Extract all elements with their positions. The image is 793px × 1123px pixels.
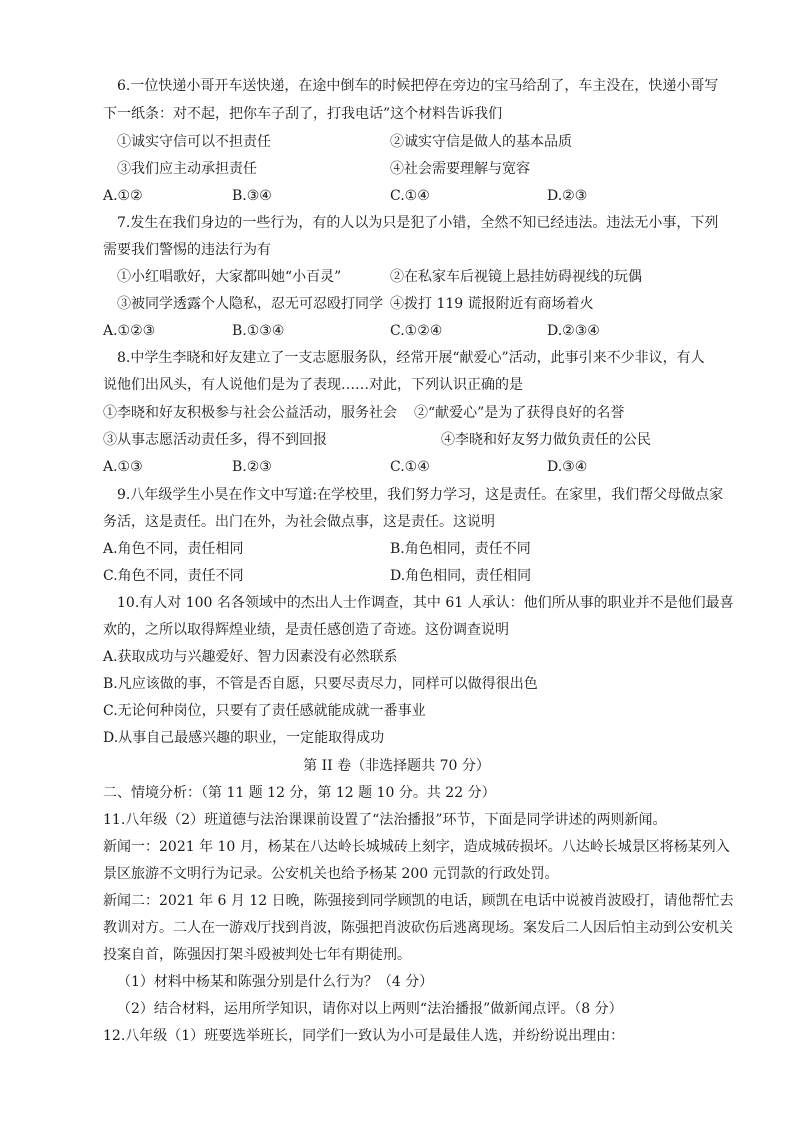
q7-option-b: B.①③④ <box>232 323 285 339</box>
q9-stem-line2: 务活，这是责任。出门在外，为社会做点事，这是责任。这说明 <box>103 514 495 530</box>
q12-intro: 12.八年级（1）班要选举班长，同学们一致认为小可是最佳人选，并纷纷说出理由： <box>103 1028 625 1044</box>
q11-news2-line2: 教训对方。二人在一游戏厅找到肖波，陈强把肖波砍伤后逃离现场。案发后二人因后怕主动到公安机关 <box>103 920 733 936</box>
q6-statement-1: ①诚实守信可以不担责任 <box>117 134 271 150</box>
q10-option-c: C.无论何种岗位，只要有了责任感就能成就一番事业 <box>103 703 426 719</box>
q7-stem-line2: 需要我们警惕的违法行为有 <box>103 242 271 258</box>
q11-news1-line1: 新闻一：2021 年 10 月，杨某在八达岭长城城砖上刻字，造成城砖损坏。八达岭长城景区将杨某列入 <box>103 839 730 855</box>
q10-option-b: B.凡应该做的事，不管是否自愿，只要尽责尽力，同样可以做得很出色 <box>103 676 538 692</box>
q6-option-d: D.②③ <box>547 188 588 204</box>
q8-statement-3: ③从事志愿活动责任多，得不到回报 <box>103 432 327 448</box>
q11-news2-line3: 投案自首，陈强因打架斗殴被判处七年有期徒刑。 <box>103 947 411 963</box>
q11-intro: 11.八年级（2）班道德与法治课课前设置了“法治播报”环节，下面是同学讲述的两则新闻。 <box>103 812 667 828</box>
q9-option-c: C.角色不同，责任不同 <box>103 568 244 584</box>
q11-subquestion-2: （2）结合材料，运用所学知识，请你对以上两则“法治播报”做新闻点评。（8 分） <box>117 1001 623 1017</box>
q8-statement-4: ④李晓和好友努力做负责任的公民 <box>441 432 651 448</box>
q6-statement-2: ②诚实守信是做人的基本品质 <box>390 134 572 150</box>
q8-option-c: C.①④ <box>390 459 430 475</box>
q7-option-d: D.②③④ <box>547 323 600 339</box>
q10-stem-line2: 欢的，之所以取得辉煌业绩，是责任感创造了奇迹。这份调查说明 <box>103 622 509 638</box>
part-2-heading: 二、情境分析：（第 11 题 12 分，第 12 题 10 分。共 22 分） <box>103 785 496 801</box>
q9-option-a: A.角色不同，责任相同 <box>103 541 244 557</box>
q10-option-d: D.从事自己最感兴趣的职业，一定能取得成功 <box>103 730 385 746</box>
q7-statement-3: ③被同学透露个人隐私，忍无可忍殴打同学 <box>117 296 383 312</box>
q11-news2-line1: 新闻二：2021 年 6 月 12 日晚，陈强接到同学顾凯的电话，顾凯在电话中说被肖波殴打，请他帮忙去 <box>103 893 734 909</box>
q9-stem-line1: 9.八年级学生小昊在作文中写道:在学校里，我们努力学习，这是责任。在家里，我们帮父母做点家 <box>117 487 724 503</box>
q10-option-a: A.获取成功与兴趣爱好、智力因素没有必然联系 <box>103 649 398 665</box>
q8-stem-line2: 说他们出风头，有人说他们是为了表现……对此，下列认识正确的是 <box>103 377 523 393</box>
q7-statement-1: ①小红唱歌好，大家都叫她“小百灵” <box>117 269 342 285</box>
q6-statement-3: ③我们应主动承担责任 <box>117 161 257 177</box>
q8-stem-line1: 8.中学生李晓和好友建立了一支志愿服务队，经常开展“献爱心”活动，此事引来不少非议，有人 <box>117 350 705 366</box>
q9-option-d: D.角色相同，责任相同 <box>390 568 532 584</box>
q8-option-a: A.①③ <box>103 459 143 475</box>
q6-statement-4: ④社会需要理解与宽容 <box>390 161 530 177</box>
q7-option-a: A.①②③ <box>103 323 156 339</box>
section-2-title: 第 II 卷（非选择题共 70 分） <box>303 758 490 774</box>
q6-option-a: A.①② <box>103 188 143 204</box>
q9-option-b: B.角色相同，责任不同 <box>390 541 531 557</box>
q8-statement-1: ①李晓和好友积极参与社会公益活动，服务社会 <box>103 405 397 421</box>
q11-news1-line2: 景区旅游不文明行为记录。公安机关也给予杨某 200 元罚款的行政处罚。 <box>103 866 559 882</box>
q6-stem-line1: 6.一位快递小哥开车送快递，在途中倒车的时候把停在旁边的宝马给刮了，车主没在，快递小哥写 <box>117 78 719 94</box>
q8-statement-2: ②“献爱心”是为了获得良好的名誉 <box>414 405 625 421</box>
q6-stem-line2: 下一纸条：对不起，把你车子刮了，打我电话”这个材料告诉我们 <box>103 106 503 122</box>
q7-statement-4: ④拨打 119 谎报附近有商场着火 <box>390 296 594 312</box>
q11-subquestion-1: （1）材料中杨某和陈强分别是什么行为？（4 分） <box>117 974 434 990</box>
q8-option-b: B.②③ <box>232 459 272 475</box>
q6-option-b: B.③④ <box>232 188 272 204</box>
q7-statement-2: ②在私家车后视镜上悬挂妨碍视线的玩偶 <box>390 269 642 285</box>
q7-stem-line1: 7.发生在我们身边的一些行为，有的人以为只是犯了小错，全然不知已经违法。违法无小事，下列 <box>117 215 719 231</box>
q6-option-c: C.①④ <box>390 188 430 204</box>
q7-option-c: C.①②④ <box>390 323 443 339</box>
q8-option-d: D.③④ <box>547 459 588 475</box>
q10-stem-line1: 10.有人对 100 名各领域中的杰出人士作调查，其中 61 人承认：他们所从事的职业并不是他们最喜 <box>117 595 734 611</box>
